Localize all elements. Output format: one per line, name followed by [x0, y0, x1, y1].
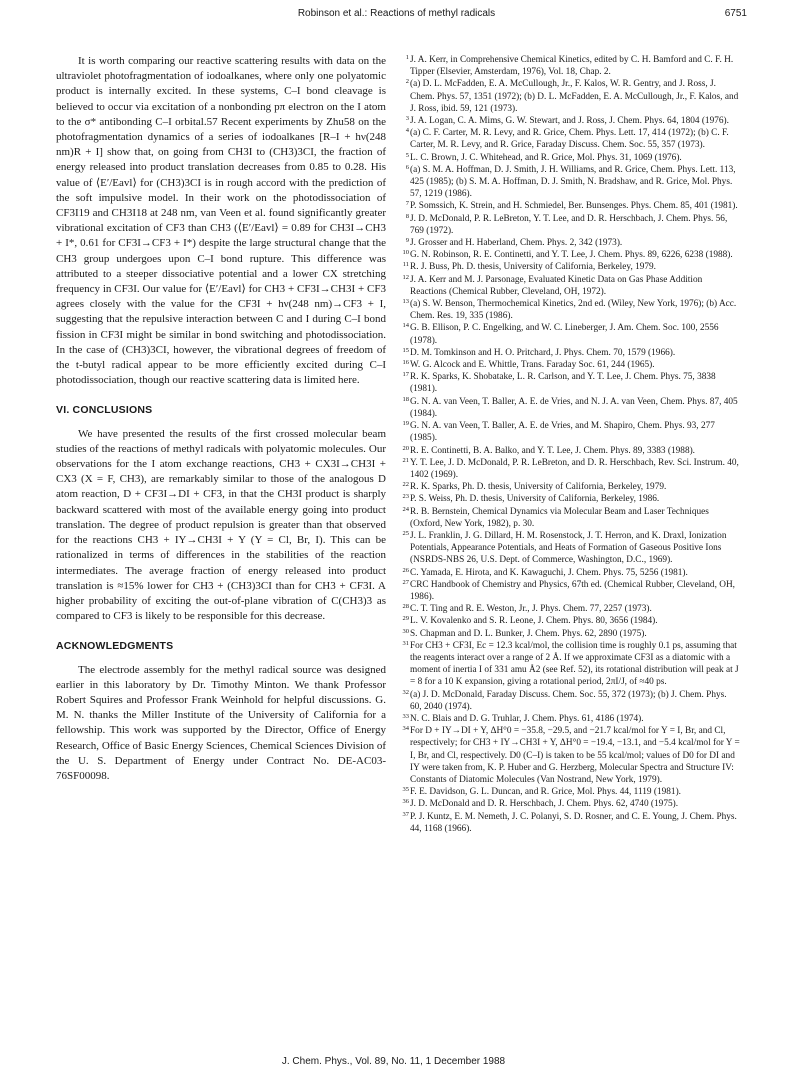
reference-number: 33	[402, 712, 409, 720]
reference-item	[400, 603, 740, 615]
reference-text: N. C. Blais and D. G. Truhlar, J. Chem. Phys. 61, 4186 (1974).	[410, 713, 644, 724]
reference-number: 36	[402, 798, 409, 806]
reference-text: J. D. McDonald and D. R. Herschbach, J. Chem. Phys. 62, 4740 (1975).	[410, 799, 679, 810]
reference-item	[400, 445, 740, 457]
reference-number: 32	[402, 688, 409, 696]
running-title: Robinson et al.: Reactions of methyl radicals	[297, 8, 496, 19]
reference-number: 29	[402, 615, 409, 623]
reference-number: 21	[402, 456, 409, 464]
running-header	[46, 8, 747, 22]
reference-item	[400, 164, 740, 201]
reference-text: G. N. A. van Veen, T. Baller, A. E. de Vries, and N. J. A. van Veen, Chem. Phys. 87, 405 (1984).	[410, 396, 738, 419]
reference-number: 8	[405, 212, 409, 220]
reference-item	[400, 506, 740, 530]
reference-number: 31	[402, 639, 409, 647]
reference-text: L. C. Brown, J. C. Whitehead, and R. Grice, Mol. Phys. 31, 1069 (1976).	[410, 152, 682, 163]
reference-text: CRC Handbook of Chemistry and Physics, 67th ed. (Chemical Rubber, Cleveland, OH, 1986).	[410, 579, 735, 602]
reference-number: 14	[402, 322, 409, 330]
reference-number: 17	[402, 371, 409, 379]
reference-item	[400, 152, 740, 164]
reference-item	[400, 54, 740, 78]
reference-number: 3	[405, 115, 409, 123]
reference-item	[400, 359, 740, 371]
reference-item	[400, 298, 740, 322]
reference-text: J. A. Kerr, in Comprehensive Chemical Kinetics, edited by C. H. Bamford and C. F. H. Tipper (Elsevier, Amsterdam, 1976), Vol. 18, Chap. 2.	[410, 55, 734, 78]
reference-text: For CH3 + CF3I, Ec = 12.3 kcal/mol, the collision time is roughly 0.1 ps, assuming that the reagents interact over a range of 2 Å. If we approximate CF3I as a diatomic with a moment of inertia I of 331 amu Å2 (see Ref. 52), its rotational distribution will peak at J = 8 for a 10 K expansion, giving a rotational period, 2πI/J, of ≈40 ps.	[410, 640, 739, 688]
reference-item	[400, 567, 740, 579]
reference-number: 13	[402, 298, 409, 306]
reference-number: 10	[402, 249, 409, 257]
acknowledgments-paragraph: The electrode assembly for the methyl radical source was designed earlier in this laboratory by Dr. Timothy Minton. We thank Professor Robert Squires and Professor Frank Weinhold for helpful discussions. G. M. N. thanks the Miller Institute of the University of California for a fellowship. This work was supported by the Director, Office of Energy Research, Office of Basic Energy Sciences, Chemical Sciences Division of the U. S. Department of Energy under Contract No. DE-AC03-76SF00098.	[56, 663, 386, 782]
reference-number: 4	[405, 127, 409, 135]
reference-number: 11	[402, 261, 409, 269]
reference-text: (a) J. D. McDonald, Faraday Discuss. Chem. Soc. 55, 372 (1973); (b) J. Chem. Phys. 60, 2040 (1974).	[410, 689, 727, 712]
reference-item	[400, 689, 740, 713]
reference-number: 26	[402, 566, 409, 574]
reference-number: 9	[405, 237, 409, 245]
reference-number: 23	[402, 493, 409, 501]
reference-item	[400, 200, 740, 212]
reference-number: 24	[402, 505, 409, 513]
reference-item	[400, 396, 740, 420]
reference-item	[400, 237, 740, 249]
reference-item	[400, 261, 740, 273]
reference-number: 25	[402, 529, 409, 537]
page-number: 6751	[724, 8, 747, 19]
reference-item	[400, 481, 740, 493]
reference-item	[400, 640, 740, 689]
reference-number: 1	[405, 54, 409, 61]
reference-text: (a) C. F. Carter, M. R. Levy, and R. Grice, Chem. Phys. Lett. 17, 414 (1972); (b) C. F. Carter, M. R. Levy, and R. Grice, Faraday Discuss. Chem. Soc. 55, 357 (1973).	[410, 128, 729, 151]
reference-text: R. K. Sparks, K. Shobatake, L. R. Carlson, and Y. T. Lee, J. Chem. Phys. 75, 3838 (1981).	[410, 372, 716, 395]
reference-number: 16	[402, 359, 409, 367]
reference-number: 15	[402, 346, 409, 354]
reference-item	[400, 713, 740, 725]
reference-text: For D + IY→DI + Y, ΔH°0 = −35.8, −29.5, and −21.7 kcal/mol for Y = I, Br, and Cl, respectively; for CH3 + IY→CH3I + Y, ΔH°0 = −19.4, −13.1, and −5.4 kcal/mol for Y = I, Br, and Cl, respectively. D0 (C–I) is taken to be 55 kcal/mol; values of D0 for DI and IY were taken from, K. P. Huber and G. Herzberg, Molecular Spectra and Structure IV: Constants of Diatomic Molecules (Van Nostrand, New York, 1979).	[410, 726, 740, 785]
reference-number: 37	[402, 810, 409, 818]
reference-item	[400, 786, 740, 798]
main-text-column	[56, 54, 386, 784]
reference-text: C. T. Ting and R. E. Weston, Jr., J. Phys. Chem. 77, 2257 (1973).	[410, 604, 652, 615]
reference-item	[400, 420, 740, 444]
reference-text: D. M. Tomkinson and H. O. Pritchard, J. Phys. Chem. 70, 1579 (1966).	[410, 347, 676, 358]
reference-text: P. S. Weiss, Ph. D. thesis, University of California, Berkeley, 1986.	[410, 494, 660, 505]
reference-text: R. E. Continetti, B. A. Balko, and Y. T. Lee, J. Chem. Phys. 89, 3383 (1988).	[410, 445, 696, 456]
reference-item	[400, 78, 740, 115]
reference-item	[400, 213, 740, 237]
reference-text: S. Chapman and D. L. Bunker, J. Chem. Phys. 62, 2890 (1975).	[410, 628, 647, 639]
reference-text: J. Grosser and H. Haberland, Chem. Phys. 2, 342 (1973).	[410, 238, 623, 249]
reference-text: R. J. Buss, Ph. D. thesis, University of California, Berkeley, 1979.	[410, 262, 657, 273]
reference-number: 7	[405, 200, 409, 208]
reference-item	[400, 457, 740, 481]
reference-text: (a) D. L. McFadden, E. A. McCullough, Jr., F. Kalos, W. R. Gentry, and J. Ross, J. Chem. Phys. 57, 1351 (1972); (b) D. L. McFadden, E. A. McCullough, Jr., F. Kalos, and J. Ross, ibid. 59, 121 (1973).	[410, 79, 739, 114]
reference-item	[400, 347, 740, 359]
reference-number: 35	[402, 786, 409, 794]
reference-text: R. K. Sparks, Ph. D. thesis, University of California, Berkeley, 1979.	[410, 482, 667, 493]
reference-number: 12	[402, 273, 409, 281]
reference-text: G. N. Robinson, R. E. Continetti, and Y. T. Lee, J. Chem. Phys. 89, 6226, 6238 (1988).	[410, 250, 733, 261]
reference-text: G. B. Ellison, P. C. Engelking, and W. C. Lineberger, J. Am. Chem. Soc. 100, 2556 (1978).	[410, 323, 719, 346]
reference-text: J. D. McDonald, P. R. LeBreton, Y. T. Lee, and D. R. Herschbach, J. Chem. Phys. 56, 769 (1972).	[410, 213, 728, 236]
reference-number: 6	[405, 163, 409, 171]
reference-item	[400, 115, 740, 127]
reference-text: W. G. Alcock and E. Whittle, Trans. Faraday Soc. 61, 244 (1965).	[410, 360, 655, 371]
acknowledgments-heading: ACKNOWLEDGMENTS	[56, 640, 174, 653]
reference-text: F. E. Davidson, G. L. Duncan, and R. Grice, Mol. Phys. 44, 1119 (1981).	[410, 787, 681, 798]
reference-item	[400, 628, 740, 640]
references-column	[400, 54, 740, 835]
reference-number: 22	[402, 481, 409, 489]
reference-number: 20	[402, 444, 409, 452]
reference-text: Y. T. Lee, J. D. McDonald, P. R. LeBreton, and D. R. Herschbach, Rev. Sci. Instrum. 40, 1402 (1969).	[410, 457, 739, 480]
reference-text: P. J. Kuntz, E. M. Nemeth, J. C. Polanyi, S. D. Rosner, and C. E. Young, J. Chem. Phys. 44, 1168 (1966).	[410, 811, 737, 834]
discussion-paragraph: It is worth comparing our reactive scattering results with data on the ultraviolet photofragmentation of iodoalkanes, where only one polyatomic product is internally excited. In these systems, C–I bond cleavage is believed to occur via excitation of a nonbonding pπ electron on the I atom to the σ* antibonding C–I orbital.57 Recent experiments by Zhu58 on the photofragmentation dynamics of a series of iodoalkanes [R–I + hν(248 nm)R + I] show that, on going from CH3I to (CH3)3CI, the fraction of energy released into product translation decreases from 0.85 to 0.28. His value of ⟨E′/Eavl⟩ for (CH3)3CI is in rough accord with the prediction of the soft impulsive model. In their work on the photodissociation of CF3I19 and CH3I18 at 248 nm, van Veen et al. found significantly greater vibrational excitation of CF3 than CH3 (⟨E′/Eavl⟩ = 0.89 for CH3I→CH3 + I*, 0.61 for CF3I→CF3 + I*) despite the large structural change that the CH3 group undergoes upon C–I bond rupture. This difference was attributed to a steeper dissociative potential and a lower CX stretching frequency in CF3I. Our value for ⟨E′/Eavl⟩ for CH3 + CF3I→CH3I + CF3 agrees closely with the value for the CF3I + hν(248 nm)→CF3 + I, suggesting that the repulsive interaction between C and I during C–I bond fission in CF3I might be similar in bond switching and photodissociation. In the case of (CH3)3CI, however, the vibrational degrees of freedom of the t-butyl radical appear to be more efficiently excited during C–I photodissociation, though our reactive scattering data is limited here.	[56, 55, 386, 387]
reference-item	[400, 249, 740, 261]
journal-citation-footer: J. Chem. Phys., Vol. 89, No. 11, 1 December 1988	[281, 1056, 506, 1067]
reference-number: 18	[402, 395, 409, 403]
reference-text: J. L. Franklin, J. G. Dillard, H. M. Rosenstock, J. T. Herron, and K. Draxl, Ionization Potentials, Appearance Potentials, and Heats of Formation of Gaseous Positive Ions (NSRDS-NBS 26, U.S. Dept. of Commerce, Washington, D.C., 1969).	[410, 530, 727, 566]
reference-number: 19	[402, 420, 409, 428]
reference-text: P. Somssich, K. Strein, and H. Schmiedel, Ber. Bunsenges. Phys. Chem. 85, 401 (1981).	[410, 201, 738, 212]
conclusions-heading: VI. CONCLUSIONS	[56, 404, 153, 417]
reference-text: L. V. Kovalenko and S. R. Leone, J. Chem. Phys. 80, 3656 (1984).	[410, 616, 658, 627]
reference-text: R. B. Bernstein, Chemical Dynamics via Molecular Beam and Laser Techniques (Oxford, New York, 1982), p. 30.	[410, 506, 709, 529]
reference-item	[400, 371, 740, 395]
reference-item	[400, 725, 740, 786]
reference-item	[400, 127, 740, 151]
reference-number: 2	[405, 78, 409, 86]
reference-item	[400, 493, 740, 505]
reference-number: 30	[402, 627, 409, 635]
reference-text: (a) S. W. Benson, Thermochemical Kinetics, 2nd ed. (Wiley, New York, 1976); (b) Acc. Chem. Res. 19, 335 (1986).	[410, 299, 737, 322]
reference-text: J. A. Logan, C. A. Mims, G. W. Stewart, and J. Ross, J. Chem. Phys. 64, 1804 (1976).	[410, 116, 729, 127]
reference-item	[400, 811, 740, 835]
reference-number: 27	[402, 578, 409, 586]
reference-item	[400, 322, 740, 346]
reference-number: 5	[405, 151, 409, 159]
reference-number: 28	[402, 603, 409, 611]
reference-item	[400, 274, 740, 298]
reference-text: C. Yamada, E. Hirota, and K. Kawaguchi, J. Chem. Phys. 75, 5256 (1981).	[410, 567, 688, 578]
reference-text: (a) S. M. A. Hoffman, D. J. Smith, J. H. Williams, and R. Grice, Chem. Phys. Lett. 113, 425 (1985); (b) S. M. A. Hoffman, D. J. Smith, N. Bradshaw, and R. Grice, Mol. Phys. 57, 1219 (1986).	[410, 164, 736, 200]
reference-item	[400, 530, 740, 567]
reference-number: 34	[402, 725, 409, 733]
reference-item	[400, 579, 740, 603]
conclusions-paragraph: We have presented the results of the first crossed molecular beam studies of the reactions of methyl radicals with polyatomic molecules. Our observations for the I atom exchange reactions, CH3 + CX3I→CH3I + CX3 (X = F, CH3), are remarkably similar to those of the analogous D atom reaction, D + CF3I→DI + CF3, in that the CH3I product is sharply backward scattered with most of the available energy going into product translation. The degree of product repulsion is greater than that observed for the reactions CH3 + IY→CH3I + Y (Y = Cl, Br, I). This can be rationalized in terms of differences in the stabilities of the reaction intermediates. The average fraction of energy released into product translation is ≈15% lower for CH3 + (CH3)3CI than for CH3 + CF3I. A higher probability of exciting the out-of-plane vibration of C(CH3)3 as compared to CF3 is likely to be responsible for this decrease.	[56, 427, 386, 623]
reference-item	[400, 615, 740, 627]
reference-text: G. N. A. van Veen, T. Baller, A. E. de Vries, and M. Shapiro, Chem. Phys. 93, 277 (1985).	[410, 421, 715, 444]
reference-text: J. A. Kerr and M. J. Parsonage, Evaluated Kinetic Data on Gas Phase Addition Reactions (Chemical Rubber, Cleveland, OH, 1972).	[410, 274, 703, 297]
reference-item	[400, 798, 740, 810]
